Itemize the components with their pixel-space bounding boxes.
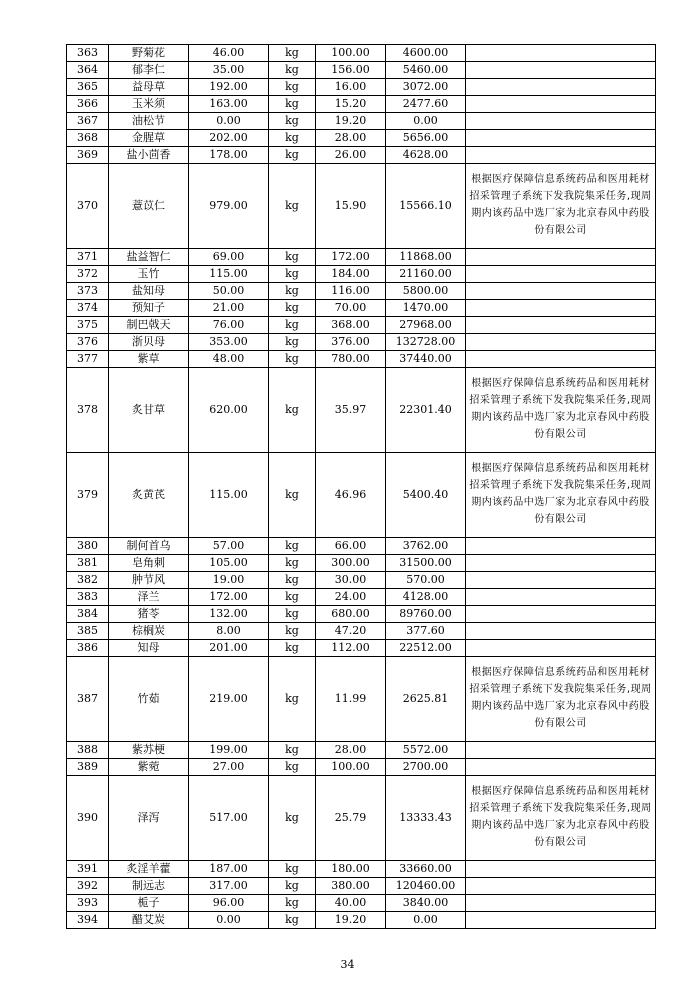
row-number-cell: 387 — [67, 657, 109, 742]
drug-name-cell: 竹茹 — [109, 657, 189, 742]
unit-cell: kg — [269, 79, 316, 96]
table-row — [67, 878, 656, 895]
amount-cell: 33660.00 — [386, 861, 466, 878]
amount-cell: 0.00 — [386, 912, 466, 929]
amount-cell: 89760.00 — [386, 606, 466, 623]
amount-cell: 2625.81 — [386, 657, 466, 742]
amount-cell: 570.00 — [386, 572, 466, 589]
unit-price-cell: 300.00 — [316, 555, 386, 572]
quantity-cell: 69.00 — [189, 249, 269, 266]
table-row — [67, 453, 656, 538]
row-number-cell: 389 — [67, 759, 109, 776]
remark-cell — [466, 79, 656, 96]
drug-name-cell: 泽泻 — [109, 776, 189, 861]
table-row — [67, 759, 656, 776]
amount-cell: 3072.00 — [386, 79, 466, 96]
amount-cell: 22512.00 — [386, 640, 466, 657]
drug-name-cell: 栀子 — [109, 895, 189, 912]
table-row — [67, 130, 656, 147]
unit-cell: kg — [269, 113, 316, 130]
table-row — [67, 861, 656, 878]
unit-cell: kg — [269, 759, 316, 776]
row-number-cell: 368 — [67, 130, 109, 147]
unit-price-cell: 35.97 — [316, 368, 386, 453]
row-number-cell: 390 — [67, 776, 109, 861]
unit-cell: kg — [269, 317, 316, 334]
row-number-cell: 382 — [67, 572, 109, 589]
table-row — [67, 300, 656, 317]
drug-name-cell: 益母草 — [109, 79, 189, 96]
unit-cell: kg — [269, 283, 316, 300]
unit-cell: kg — [269, 776, 316, 861]
quantity-cell: 96.00 — [189, 895, 269, 912]
quantity-cell: 35.00 — [189, 62, 269, 79]
quantity-cell: 620.00 — [189, 368, 269, 453]
quantity-cell: 46.00 — [189, 45, 269, 62]
unit-cell: kg — [269, 606, 316, 623]
quantity-cell: 201.00 — [189, 640, 269, 657]
amount-cell: 11868.00 — [386, 249, 466, 266]
unit-cell: kg — [269, 555, 316, 572]
quantity-cell: 187.00 — [189, 861, 269, 878]
table-row — [67, 776, 656, 861]
quantity-cell: 979.00 — [189, 164, 269, 249]
quantity-cell: 132.00 — [189, 606, 269, 623]
unit-cell: kg — [269, 249, 316, 266]
remark-cell — [466, 861, 656, 878]
drug-name-cell: 盐知母 — [109, 283, 189, 300]
drug-name-cell: 肿节风 — [109, 572, 189, 589]
remark-cell — [466, 606, 656, 623]
page-number: 34 — [340, 958, 355, 971]
amount-cell: 2477.60 — [386, 96, 466, 113]
remark-cell — [466, 759, 656, 776]
row-number-cell: 383 — [67, 589, 109, 606]
row-number-cell: 386 — [67, 640, 109, 657]
unit-cell: kg — [269, 861, 316, 878]
table-row — [67, 164, 656, 249]
unit-cell: kg — [269, 742, 316, 759]
amount-cell: 31500.00 — [386, 555, 466, 572]
remark-cell — [466, 249, 656, 266]
remark-cell — [466, 742, 656, 759]
table-row — [67, 113, 656, 130]
table-row — [67, 555, 656, 572]
amount-cell: 120460.00 — [386, 878, 466, 895]
row-number-cell: 375 — [67, 317, 109, 334]
quantity-cell: 517.00 — [189, 776, 269, 861]
drug-name-cell: 猪苓 — [109, 606, 189, 623]
unit-cell: kg — [269, 453, 316, 538]
table-row — [67, 96, 656, 113]
drug-name-cell: 泽兰 — [109, 589, 189, 606]
remark-cell — [466, 623, 656, 640]
row-number-cell: 391 — [67, 861, 109, 878]
row-number-cell: 376 — [67, 334, 109, 351]
drug-name-cell: 知母 — [109, 640, 189, 657]
amount-cell: 22301.40 — [386, 368, 466, 453]
drug-name-cell: 制何首乌 — [109, 538, 189, 555]
row-number-cell: 384 — [67, 606, 109, 623]
remark-cell — [466, 45, 656, 62]
row-number-cell: 392 — [67, 878, 109, 895]
row-number-cell: 367 — [67, 113, 109, 130]
remark-cell — [466, 266, 656, 283]
row-number-cell: 371 — [67, 249, 109, 266]
unit-price-cell: 15.90 — [316, 164, 386, 249]
remark-cell — [466, 878, 656, 895]
unit-price-cell: 180.00 — [316, 861, 386, 878]
unit-cell: kg — [269, 62, 316, 79]
unit-price-cell: 184.00 — [316, 266, 386, 283]
unit-price-cell: 28.00 — [316, 130, 386, 147]
table-row — [67, 623, 656, 640]
remark-cell — [466, 538, 656, 555]
table-row — [67, 606, 656, 623]
table-row — [67, 742, 656, 759]
remark-cell — [466, 589, 656, 606]
amount-cell: 2700.00 — [386, 759, 466, 776]
unit-price-cell: 680.00 — [316, 606, 386, 623]
amount-cell: 4600.00 — [386, 45, 466, 62]
unit-price-cell: 66.00 — [316, 538, 386, 555]
drug-name-cell: 油松节 — [109, 113, 189, 130]
remark-cell — [466, 895, 656, 912]
remark-cell — [466, 130, 656, 147]
remark-cell — [466, 351, 656, 368]
table-body — [67, 45, 656, 929]
amount-cell: 5800.00 — [386, 283, 466, 300]
row-number-cell: 366 — [67, 96, 109, 113]
quantity-cell: 76.00 — [189, 317, 269, 334]
table-row — [67, 283, 656, 300]
unit-cell: kg — [269, 623, 316, 640]
unit-cell: kg — [269, 130, 316, 147]
remark-cell — [466, 113, 656, 130]
unit-cell: kg — [269, 45, 316, 62]
unit-price-cell: 11.99 — [316, 657, 386, 742]
unit-price-cell: 26.00 — [316, 147, 386, 164]
row-number-cell: 369 — [67, 147, 109, 164]
quantity-cell: 57.00 — [189, 538, 269, 555]
unit-price-cell: 376.00 — [316, 334, 386, 351]
drug-name-cell: 玉米须 — [109, 96, 189, 113]
unit-cell: kg — [269, 895, 316, 912]
unit-price-cell: 16.00 — [316, 79, 386, 96]
unit-cell: kg — [269, 300, 316, 317]
drug-name-cell: 金腥草 — [109, 130, 189, 147]
unit-price-cell: 30.00 — [316, 572, 386, 589]
unit-price-cell: 25.79 — [316, 776, 386, 861]
drug-name-cell: 盐小茴香 — [109, 147, 189, 164]
amount-cell: 4628.00 — [386, 147, 466, 164]
unit-price-cell: 19.20 — [316, 113, 386, 130]
unit-price-cell: 19.20 — [316, 912, 386, 929]
table-row — [67, 351, 656, 368]
row-number-cell: 365 — [67, 79, 109, 96]
amount-cell: 15566.10 — [386, 164, 466, 249]
table-row — [67, 147, 656, 164]
remark-cell — [466, 572, 656, 589]
unit-price-cell: 46.96 — [316, 453, 386, 538]
table-row — [67, 249, 656, 266]
row-number-cell: 393 — [67, 895, 109, 912]
row-number-cell: 379 — [67, 453, 109, 538]
quantity-cell: 115.00 — [189, 266, 269, 283]
row-number-cell: 363 — [67, 45, 109, 62]
quantity-cell: 192.00 — [189, 79, 269, 96]
drug-procurement-table — [66, 44, 656, 929]
unit-cell: kg — [269, 572, 316, 589]
table-row — [67, 45, 656, 62]
drug-procurement-table-container — [66, 44, 656, 929]
remark-cell: 根据医疗保障信息系统药品和医用耗材招采管理子系统下发我院集采任务,现周期内该药品中选厂家为北京春风中药股份有限公司 — [466, 776, 656, 861]
table-row — [67, 317, 656, 334]
drug-name-cell: 浙贝母 — [109, 334, 189, 351]
quantity-cell: 163.00 — [189, 96, 269, 113]
quantity-cell: 353.00 — [189, 334, 269, 351]
quantity-cell: 21.00 — [189, 300, 269, 317]
quantity-cell: 27.00 — [189, 759, 269, 776]
unit-price-cell: 24.00 — [316, 589, 386, 606]
unit-price-cell: 15.20 — [316, 96, 386, 113]
amount-cell: 132728.00 — [386, 334, 466, 351]
row-number-cell: 377 — [67, 351, 109, 368]
table-row — [67, 657, 656, 742]
amount-cell: 5460.00 — [386, 62, 466, 79]
drug-name-cell: 炙甘草 — [109, 368, 189, 453]
amount-cell: 37440.00 — [386, 351, 466, 368]
drug-name-cell: 紫苏梗 — [109, 742, 189, 759]
drug-name-cell: 制巴戟天 — [109, 317, 189, 334]
amount-cell: 27968.00 — [386, 317, 466, 334]
remark-cell: 根据医疗保障信息系统药品和医用耗材招采管理子系统下发我院集采任务,现周期内该药品中选厂家为北京春风中药股份有限公司 — [466, 453, 656, 538]
remark-cell — [466, 62, 656, 79]
drug-name-cell: 皂角刺 — [109, 555, 189, 572]
row-number-cell: 394 — [67, 912, 109, 929]
unit-cell: kg — [269, 266, 316, 283]
amount-cell: 5572.00 — [386, 742, 466, 759]
drug-name-cell: 炙淫羊藿 — [109, 861, 189, 878]
remark-cell: 根据医疗保障信息系统药品和医用耗材招采管理子系统下发我院集采任务,现周期内该药品中选厂家为北京春风中药股份有限公司 — [466, 657, 656, 742]
unit-price-cell: 100.00 — [316, 45, 386, 62]
quantity-cell: 317.00 — [189, 878, 269, 895]
quantity-cell: 172.00 — [189, 589, 269, 606]
unit-cell: kg — [269, 657, 316, 742]
drug-name-cell: 紫菀 — [109, 759, 189, 776]
row-number-cell: 374 — [67, 300, 109, 317]
unit-cell: kg — [269, 878, 316, 895]
amount-cell: 4128.00 — [386, 589, 466, 606]
table-row — [67, 62, 656, 79]
unit-cell: kg — [269, 96, 316, 113]
unit-cell: kg — [269, 538, 316, 555]
drug-name-cell: 炙黄芪 — [109, 453, 189, 538]
quantity-cell: 19.00 — [189, 572, 269, 589]
drug-name-cell: 制远志 — [109, 878, 189, 895]
row-number-cell: 380 — [67, 538, 109, 555]
unit-cell: kg — [269, 164, 316, 249]
quantity-cell: 48.00 — [189, 351, 269, 368]
remark-cell — [466, 317, 656, 334]
remark-cell — [466, 147, 656, 164]
table-row — [67, 640, 656, 657]
row-number-cell: 373 — [67, 283, 109, 300]
unit-price-cell: 28.00 — [316, 742, 386, 759]
row-number-cell: 385 — [67, 623, 109, 640]
table-row — [67, 538, 656, 555]
table-row — [67, 895, 656, 912]
amount-cell: 5400.40 — [386, 453, 466, 538]
unit-cell: kg — [269, 912, 316, 929]
amount-cell: 21160.00 — [386, 266, 466, 283]
table-row — [67, 266, 656, 283]
unit-price-cell: 172.00 — [316, 249, 386, 266]
quantity-cell: 50.00 — [189, 283, 269, 300]
quantity-cell: 219.00 — [189, 657, 269, 742]
unit-cell: kg — [269, 640, 316, 657]
remark-cell — [466, 912, 656, 929]
remark-cell — [466, 300, 656, 317]
unit-price-cell: 380.00 — [316, 878, 386, 895]
unit-cell: kg — [269, 334, 316, 351]
unit-price-cell: 47.20 — [316, 623, 386, 640]
amount-cell: 0.00 — [386, 113, 466, 130]
amount-cell: 377.60 — [386, 623, 466, 640]
row-number-cell: 388 — [67, 742, 109, 759]
remark-cell — [466, 555, 656, 572]
quantity-cell: 8.00 — [189, 623, 269, 640]
drug-name-cell: 醋艾炭 — [109, 912, 189, 929]
unit-cell: kg — [269, 589, 316, 606]
unit-price-cell: 156.00 — [316, 62, 386, 79]
amount-cell: 1470.00 — [386, 300, 466, 317]
table-row — [67, 334, 656, 351]
amount-cell: 5656.00 — [386, 130, 466, 147]
row-number-cell: 378 — [67, 368, 109, 453]
drug-name-cell: 棕榈炭 — [109, 623, 189, 640]
unit-price-cell: 70.00 — [316, 300, 386, 317]
drug-name-cell: 盐益智仁 — [109, 249, 189, 266]
remark-cell — [466, 640, 656, 657]
remark-cell — [466, 96, 656, 113]
table-row — [67, 912, 656, 929]
unit-price-cell: 780.00 — [316, 351, 386, 368]
drug-name-cell: 预知子 — [109, 300, 189, 317]
quantity-cell: 115.00 — [189, 453, 269, 538]
unit-cell: kg — [269, 351, 316, 368]
amount-cell: 3762.00 — [386, 538, 466, 555]
row-number-cell: 372 — [67, 266, 109, 283]
quantity-cell: 105.00 — [189, 555, 269, 572]
quantity-cell: 199.00 — [189, 742, 269, 759]
quantity-cell: 202.00 — [189, 130, 269, 147]
unit-cell: kg — [269, 368, 316, 453]
drug-name-cell: 紫草 — [109, 351, 189, 368]
drug-name-cell: 玉竹 — [109, 266, 189, 283]
drug-name-cell: 野菊花 — [109, 45, 189, 62]
unit-price-cell: 100.00 — [316, 759, 386, 776]
drug-name-cell: 郁李仁 — [109, 62, 189, 79]
quantity-cell: 0.00 — [189, 912, 269, 929]
amount-cell: 3840.00 — [386, 895, 466, 912]
unit-cell: kg — [269, 147, 316, 164]
remark-cell: 根据医疗保障信息系统药品和医用耗材招采管理子系统下发我院集采任务,现周期内该药品中选厂家为北京春风中药股份有限公司 — [466, 164, 656, 249]
row-number-cell: 364 — [67, 62, 109, 79]
unit-price-cell: 40.00 — [316, 895, 386, 912]
remark-cell — [466, 283, 656, 300]
unit-price-cell: 112.00 — [316, 640, 386, 657]
remark-cell — [466, 334, 656, 351]
drug-name-cell: 薏苡仁 — [109, 164, 189, 249]
table-row — [67, 79, 656, 96]
unit-price-cell: 116.00 — [316, 283, 386, 300]
remark-cell: 根据医疗保障信息系统药品和医用耗材招采管理子系统下发我院集采任务,现周期内该药品中选厂家为北京春风中药股份有限公司 — [466, 368, 656, 453]
table-row — [67, 572, 656, 589]
amount-cell: 13333.43 — [386, 776, 466, 861]
quantity-cell: 0.00 — [189, 113, 269, 130]
quantity-cell: 178.00 — [189, 147, 269, 164]
row-number-cell: 370 — [67, 164, 109, 249]
unit-price-cell: 368.00 — [316, 317, 386, 334]
row-number-cell: 381 — [67, 555, 109, 572]
table-row — [67, 589, 656, 606]
table-row — [67, 368, 656, 453]
